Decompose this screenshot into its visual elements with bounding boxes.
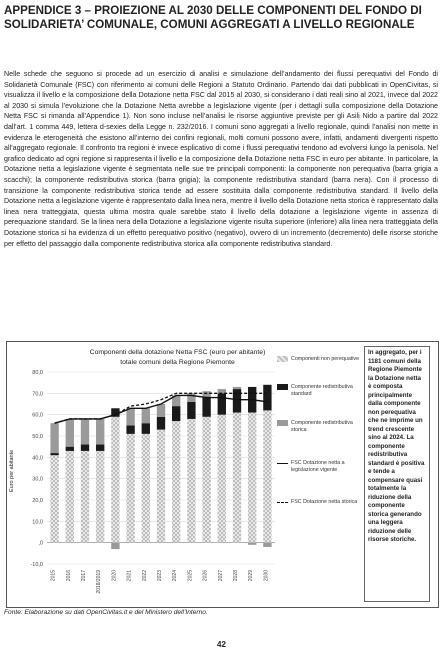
body-paragraph: Nelle schede che seguono si procede ad un esercizio di analisi e simulazione dell’andamento dei flussi perequativi del Fondo di Solidarietà Comunale (FSC) con riferimento ai comuni delle Regioni a Statuto Ordinario. Partendo dai dati pubblicati in OpenCivitas, si visualizza il livello e la composizione della Dotazione netta FSC dal 2015 al 2030, si considerano i dati reali sino al 2021, invece dal 2022 al 2030 si simula l’evoluzione che la Dotazione Netta avrebbe a legislazione vigente (per i dettagli sulla composizione della Dotazione Netta FSC si rimanda all’Appendice 1). Non sono incluse nell’analisi le risorse aggiuntive previste per gli Asili Nido a partire dal 2022 dall’art. 1 comma 449, lettera d-sexies della Legge n. 232/2016. I comuni sono aggregati a livello regionale, quindi l’analisi non mette in evidenza le eterogeneità che esistono all’interno dei confini regionali, molti comuni possono avere, infatti, andamenti divergenti rispetto all’aggregato regionale. Il confronto tra regioni è invece esplicativo di come i flussi perequativi tendono ad evolversi lungo la penisola. Nel grafico dedicato ad ogni regione si rappresenta il livello e la composizione della Dotazione netta FSC in euro per abitante. In particolare, la Dotazione netta a legislazione vigente è segmentata nelle sue tre principali componenti: la componente non perequativa (barra grigia a scacchi); la componente redistributiva storica (barra grigia); la componente redistributiva standard (barra nera). Con il processo di transizione la componente redistributiva storica tende ad essere sostituita dalla componente redistributiva standard. Il livello della Dotazione netta a legislazione vigente è rappresentato dalla linea nera, mentre il livello della Dotazione netta storica è rappresentato dalla linea nera tratteggiata, questa ultima mostra quale sarebbe stato il livello della dotazione a legislazione vigente in assenza di perequazione standard. Se la linea nera della Dotazione a legislazione vigente risulta superiore (inferiore) alla linea nera tratteggiata della Dotazione storica si ha evidenza di un effetto perequativo positivo (negativo), ovvero di un incremento (decremento) delle risorse storiche per effetto del passaggio dalla componente redistributiva storica alla componente redistributiva standard. xyxy=(4,70,438,248)
bar-storica xyxy=(187,393,195,402)
legend-swatch xyxy=(277,463,288,464)
bar-standard xyxy=(263,385,271,411)
bar-non-perequativa xyxy=(218,415,226,543)
bar-non-perequativa xyxy=(157,430,165,543)
legend-label: FSC Dotazione netta storica xyxy=(291,499,358,505)
x-tick-label: 2030 xyxy=(263,570,270,582)
side-note: In aggregato, per i 1181 comuni della Regione Piemonte la Dotazione netta è composta principalmente dalla componente non perequativa che ne imprime un trend crescente sino al 2024. La componente redistributiva standard è positiva e tende a compensare quasi totalmente la riduzione della componente storica generando una leggera riduzione delle risorse storiche. xyxy=(364,346,430,602)
x-tick-label: 2018/2019 xyxy=(96,570,103,594)
x-tick-label: 2027 xyxy=(217,570,224,582)
bar-non-perequativa xyxy=(202,417,210,543)
legend-label: Componente redistributiva standard xyxy=(291,384,353,397)
bar-storica xyxy=(96,419,104,445)
page-number: 42 xyxy=(217,640,226,649)
y-tick-label: 10,0 xyxy=(32,519,43,526)
x-tick-label: 2024 xyxy=(172,570,179,582)
legend-swatch xyxy=(277,384,288,390)
bar-non-perequativa xyxy=(50,455,58,542)
y-tick-label: ,0 xyxy=(38,540,43,547)
chart-figure xyxy=(6,341,439,608)
x-tick-label: 2025 xyxy=(187,570,194,582)
bar-non-perequativa xyxy=(111,417,119,543)
bar-storica xyxy=(50,423,58,453)
bar-standard xyxy=(172,406,180,421)
y-tick-label: 50,0 xyxy=(32,434,43,440)
y-tick-label: -10,0 xyxy=(30,562,43,568)
bar-storica xyxy=(157,404,165,417)
x-tick-label: 2029 xyxy=(248,570,255,582)
y-tick-label: 20,0 xyxy=(32,498,43,504)
bar-non-perequativa xyxy=(187,419,195,543)
legend-label: FSC Dotazione netta a legislazione vigente xyxy=(291,460,345,473)
bar-storica xyxy=(66,419,74,447)
legend-swatch xyxy=(277,420,288,426)
x-tick-label: 2023 xyxy=(157,570,163,582)
y-tick-label: 60,0 xyxy=(32,412,43,419)
bar-standard xyxy=(96,445,104,451)
y-tick-label: 40,0 xyxy=(32,455,43,462)
legend-swatch xyxy=(277,502,288,503)
bar-non-perequativa xyxy=(248,413,256,543)
bar-storica xyxy=(248,543,256,545)
bar-standard xyxy=(218,393,226,414)
bar-standard xyxy=(157,417,165,430)
chart-title xyxy=(55,348,300,368)
bar-standard xyxy=(142,423,150,434)
y-tick-label: 70,0 xyxy=(32,391,43,398)
bar-storica xyxy=(126,408,134,425)
bar-standard xyxy=(202,398,210,417)
bar-non-perequativa xyxy=(81,451,89,543)
bar-standard xyxy=(50,453,58,455)
bar-non-perequativa xyxy=(233,413,241,543)
source-note: Fonte: Elaborazione su dati OpenCivitas.it e del Ministero dell’Interno. xyxy=(4,609,208,616)
bar-non-perequativa xyxy=(263,410,271,542)
bar-storica xyxy=(81,419,89,445)
legend-label: Componenti non perequative xyxy=(291,356,360,362)
appendix-heading: APPENDICE 3 – PROIEZIONE AL 2030 DELLE COMPONENTI DEL FONDO DI SOLIDARIETA’ COMUNALE, COMUNI AGGREGATI A LIVELLO REGIONALE xyxy=(4,4,422,31)
x-tick-label: 2016 xyxy=(65,570,72,582)
x-tick-label: 2026 xyxy=(202,570,209,582)
bar-non-perequativa xyxy=(96,451,104,543)
bar-storica xyxy=(263,543,271,547)
bar-non-perequativa xyxy=(126,434,134,543)
x-tick-label: 2015 xyxy=(50,570,57,582)
bar-standard xyxy=(233,389,241,412)
x-tick-label: 2028 xyxy=(233,570,239,582)
x-tick-label: 2020 xyxy=(111,570,118,582)
legend-label: Componente redistributiva storica xyxy=(291,420,353,433)
bar-non-perequativa xyxy=(142,434,150,543)
bar-storica xyxy=(142,408,150,423)
y-axis-title: Euro per abitante xyxy=(9,449,15,492)
legend-swatch xyxy=(277,356,288,362)
bar-standard xyxy=(126,425,134,434)
bar-standard xyxy=(81,445,89,451)
y-tick-label: 80,0 xyxy=(32,370,43,376)
bar-non-perequativa xyxy=(172,421,180,543)
y-tick-label: 30,0 xyxy=(32,476,43,483)
chart-title-main: Componenti della dotazione Netta FSC (euro per abitante) xyxy=(89,349,266,356)
bar-non-perequativa xyxy=(66,451,74,543)
x-tick-label: 2021 xyxy=(126,570,133,582)
bar-storica xyxy=(233,387,241,389)
x-tick-label: 2022 xyxy=(141,570,148,582)
chart-subtitle: totale comuni della Regione Piemonte xyxy=(120,359,235,366)
bar-standard xyxy=(66,447,74,451)
bar-storica xyxy=(111,543,119,549)
x-tick-label: 2017 xyxy=(81,570,87,582)
bar-standard xyxy=(187,402,195,419)
